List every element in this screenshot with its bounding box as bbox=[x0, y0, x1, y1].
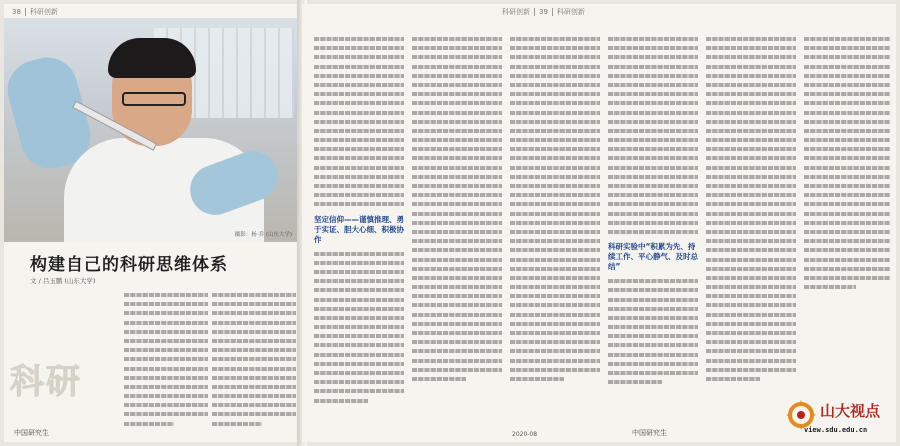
subhead-1: 坚定信仰——谨慎推理、勇于实证、胆大心细、积极协作 bbox=[314, 214, 404, 244]
logo-url: view.sdu.edu.cn bbox=[804, 426, 868, 434]
article-byline: 文 / 吕玉鹏 (山东大学) bbox=[30, 277, 96, 285]
lab-photo bbox=[4, 18, 300, 242]
footer-brand-right: 中国研究生 bbox=[632, 429, 667, 437]
researcher-hair bbox=[108, 38, 196, 78]
body-column-3 bbox=[314, 34, 404, 424]
body-column-4 bbox=[412, 34, 502, 424]
body-column-5 bbox=[510, 34, 600, 424]
running-head-left bbox=[12, 7, 58, 17]
footer-date: 2020-08 bbox=[512, 431, 538, 438]
photo-caption: 摄影：杨 乔 (山东大学) bbox=[234, 232, 292, 238]
section-label: 科研创新 bbox=[29, 8, 58, 16]
subhead-2: 科研实验中“积累为先、持续工作、平心静气、及时总结” bbox=[608, 242, 698, 272]
page-number: 39 bbox=[539, 8, 548, 16]
glasses bbox=[122, 92, 186, 106]
footer-brand-left: 中国研究生 bbox=[14, 429, 49, 437]
article-title: 构建自己的科研思维体系 bbox=[30, 255, 228, 275]
body-column-2 bbox=[212, 290, 296, 430]
body-column-6 bbox=[608, 34, 698, 424]
logo-name: 山大视点 bbox=[820, 402, 881, 420]
right-page bbox=[302, 4, 896, 442]
decorative-watermark: 科研 bbox=[10, 362, 82, 402]
section-label-left: 科研创新 bbox=[502, 8, 530, 16]
running-head-right bbox=[502, 7, 585, 17]
page-number: 38 bbox=[12, 8, 21, 16]
body-column-7 bbox=[706, 34, 796, 424]
site-watermark-logo bbox=[784, 396, 894, 440]
body-column-8 bbox=[804, 34, 890, 304]
section-label-right: 科研创新 bbox=[556, 8, 585, 16]
body-column-1 bbox=[124, 290, 208, 430]
left-page bbox=[4, 4, 301, 442]
